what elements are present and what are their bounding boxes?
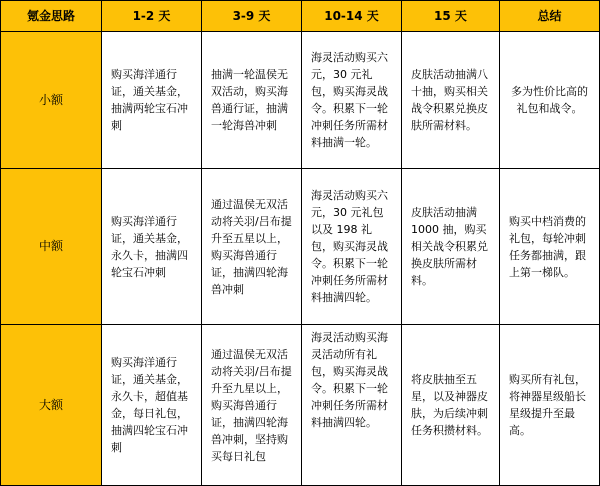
row-label: 大额 bbox=[1, 325, 102, 486]
table-cell: 海灵活动购买六元，30 元礼包，购买海灵战令。积累下一轮冲刺任务所需材料抽满一轮。 bbox=[302, 32, 402, 169]
table-cell: 购买海洋通行证，通关基金，抽满两轮宝石冲刺 bbox=[102, 32, 202, 169]
row-label: 小额 bbox=[1, 32, 102, 169]
table-cell: 通过温侯无双活动将关羽/吕布提升至五星以上，购买海兽通行证，抽满四轮海兽冲刺 bbox=[202, 169, 302, 325]
table-cell: 抽满一轮温侯无双活动，购买海兽通行证，抽满一轮海兽冲刺 bbox=[202, 32, 302, 169]
header-summary: 总结 bbox=[500, 1, 600, 32]
header-row bbox=[1, 1, 600, 32]
table-cell: 海灵活动购买海灵活动所有礼包，购买海灵战令。积累下一轮冲刺任务所需材料抽满四轮。 bbox=[302, 325, 402, 486]
table-cell: 海灵活动购买六元，30 元礼包以及 198 礼包，购买海灵战令。积累下一轮冲刺任务所需材料抽满四轮。 bbox=[302, 169, 402, 325]
table-row bbox=[1, 169, 600, 325]
header-strategy: 氪金思路 bbox=[1, 1, 102, 32]
table-cell: 将皮肤抽至五星，以及神器皮肤，为后续冲刺任务积攒材料。 bbox=[402, 325, 500, 486]
table-cell: 购买所有礼包，将神器星级船长星级提升至最高。 bbox=[500, 325, 600, 486]
header-day-15: 15 天 bbox=[402, 1, 500, 32]
table-cell: 通过温侯无双活动将关羽/吕布提升至九星以上，购买海兽通行证，抽满四轮海兽冲刺，坚持购买每日礼包 bbox=[202, 325, 302, 486]
table-row bbox=[1, 32, 600, 169]
header-day-10-14: 10-14 天 bbox=[302, 1, 402, 32]
table-cell: 皮肤活动抽满八十抽，购买相关战令积累兑换皮肤所需材料。 bbox=[402, 32, 500, 169]
table-row bbox=[1, 325, 600, 486]
table-cell: 皮肤活动抽满 1000 抽，购买相关战令积累兑换皮肤所需材料。 bbox=[402, 169, 500, 325]
table-cell: 购买中档消费的礼包，每轮冲刺任务都抽满，跟上第一梯队。 bbox=[500, 169, 600, 325]
table-cell: 多为性价比高的礼包和战令。 bbox=[500, 32, 600, 169]
table-cell: 购买海洋通行证，通关基金，永久卡，抽满四轮宝石冲刺 bbox=[102, 169, 202, 325]
row-label: 中额 bbox=[1, 169, 102, 325]
header-day-1-2: 1-2 天 bbox=[102, 1, 202, 32]
header-day-3-9: 3-9 天 bbox=[202, 1, 302, 32]
table-cell: 购买海洋通行证，通关基金，永久卡，超值基金，每日礼包，抽满四轮宝石冲刺 bbox=[102, 325, 202, 486]
